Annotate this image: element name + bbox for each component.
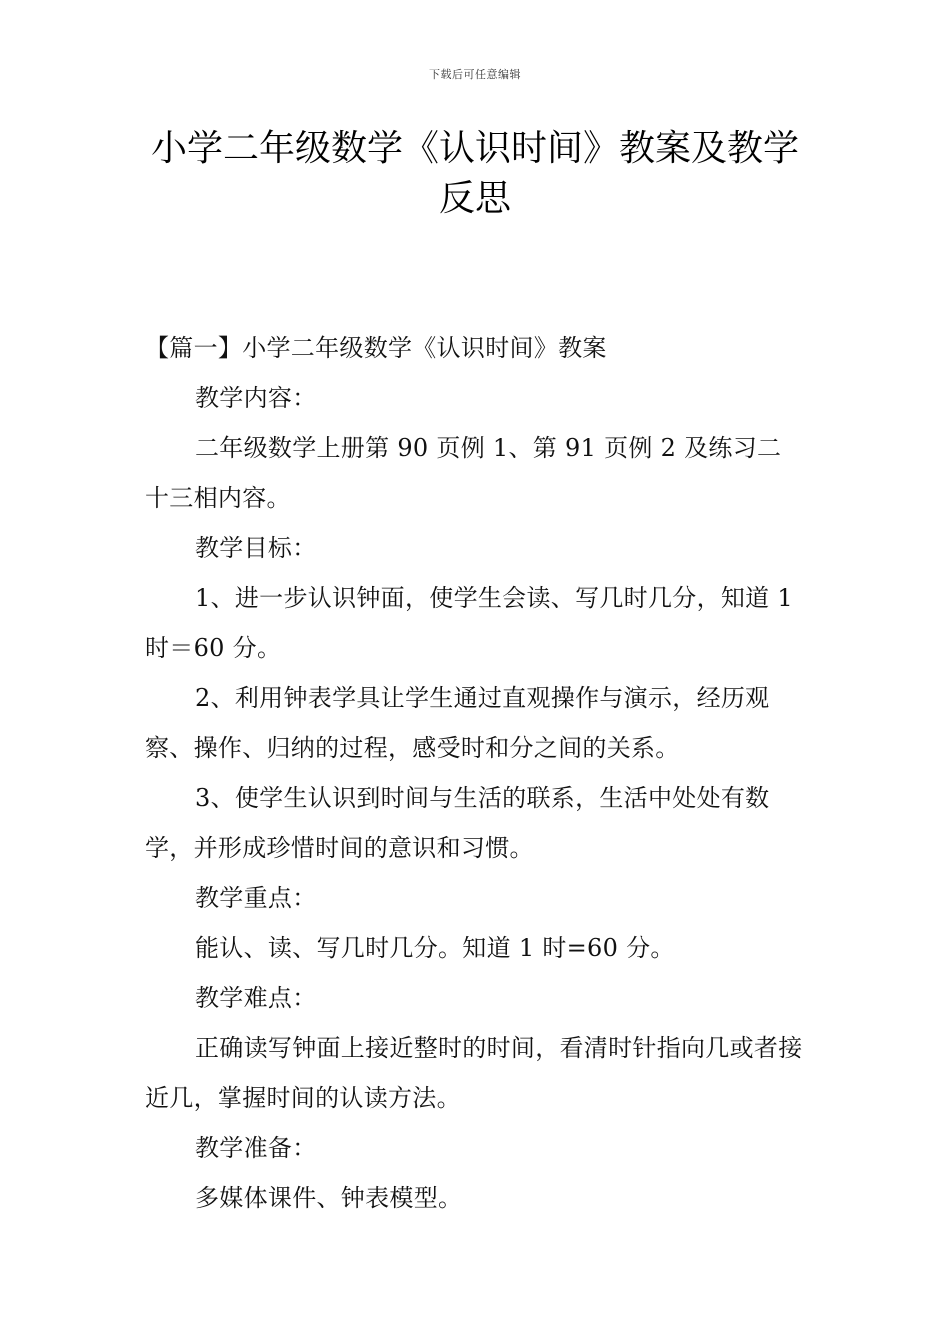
section-heading: 【篇一】小学二年级数学《认识时间》教案 <box>145 334 607 362</box>
document-title: 小学二年级数学《认识时间》教案及教学反思 <box>150 128 799 219</box>
paragraph-goal-3: 3、使学生认识到时间与生活的联系，生活中处处有数学，并形成珍惜时间的意识和习惯。 <box>145 784 770 862</box>
paragraph-key-points-label: 教学重点： <box>195 884 317 912</box>
paragraph-difficulties-label: 教学难点： <box>195 984 317 1012</box>
paragraph-preparation-label: 教学准备： <box>195 1134 317 1162</box>
paragraph-preparation: 多媒体课件、钟表模型。 <box>195 1184 463 1212</box>
header-note: 下载后可任意编辑 <box>429 68 521 81</box>
paragraph-goal-1: 1、进一步认识钟面，使学生会读、写几时几分，知道 1 时＝60 分。 <box>145 584 793 662</box>
paragraph-teaching-content: 二年级数学上册第 90 页例 1、第 91 页例 2 及练习二十三相内容。 <box>145 434 782 512</box>
paragraph-teaching-content-label: 教学内容： <box>195 384 317 412</box>
paragraph-difficulties: 正确读写钟面上接近整时的时间，看清时针指向几或者接近几，掌握时间的认读方法。 <box>145 1034 803 1112</box>
paragraph-teaching-goals-label: 教学目标： <box>195 534 317 562</box>
paragraph-key-points: 能认、读、写几时几分。知道 1 时=60 分。 <box>195 934 675 962</box>
document-body <box>145 323 805 1223</box>
paragraph-goal-2: 2、利用钟表学具让学生通过直观操作与演示，经历观察、操作、归纳的过程，感受时和分之间的关系。 <box>145 684 770 762</box>
